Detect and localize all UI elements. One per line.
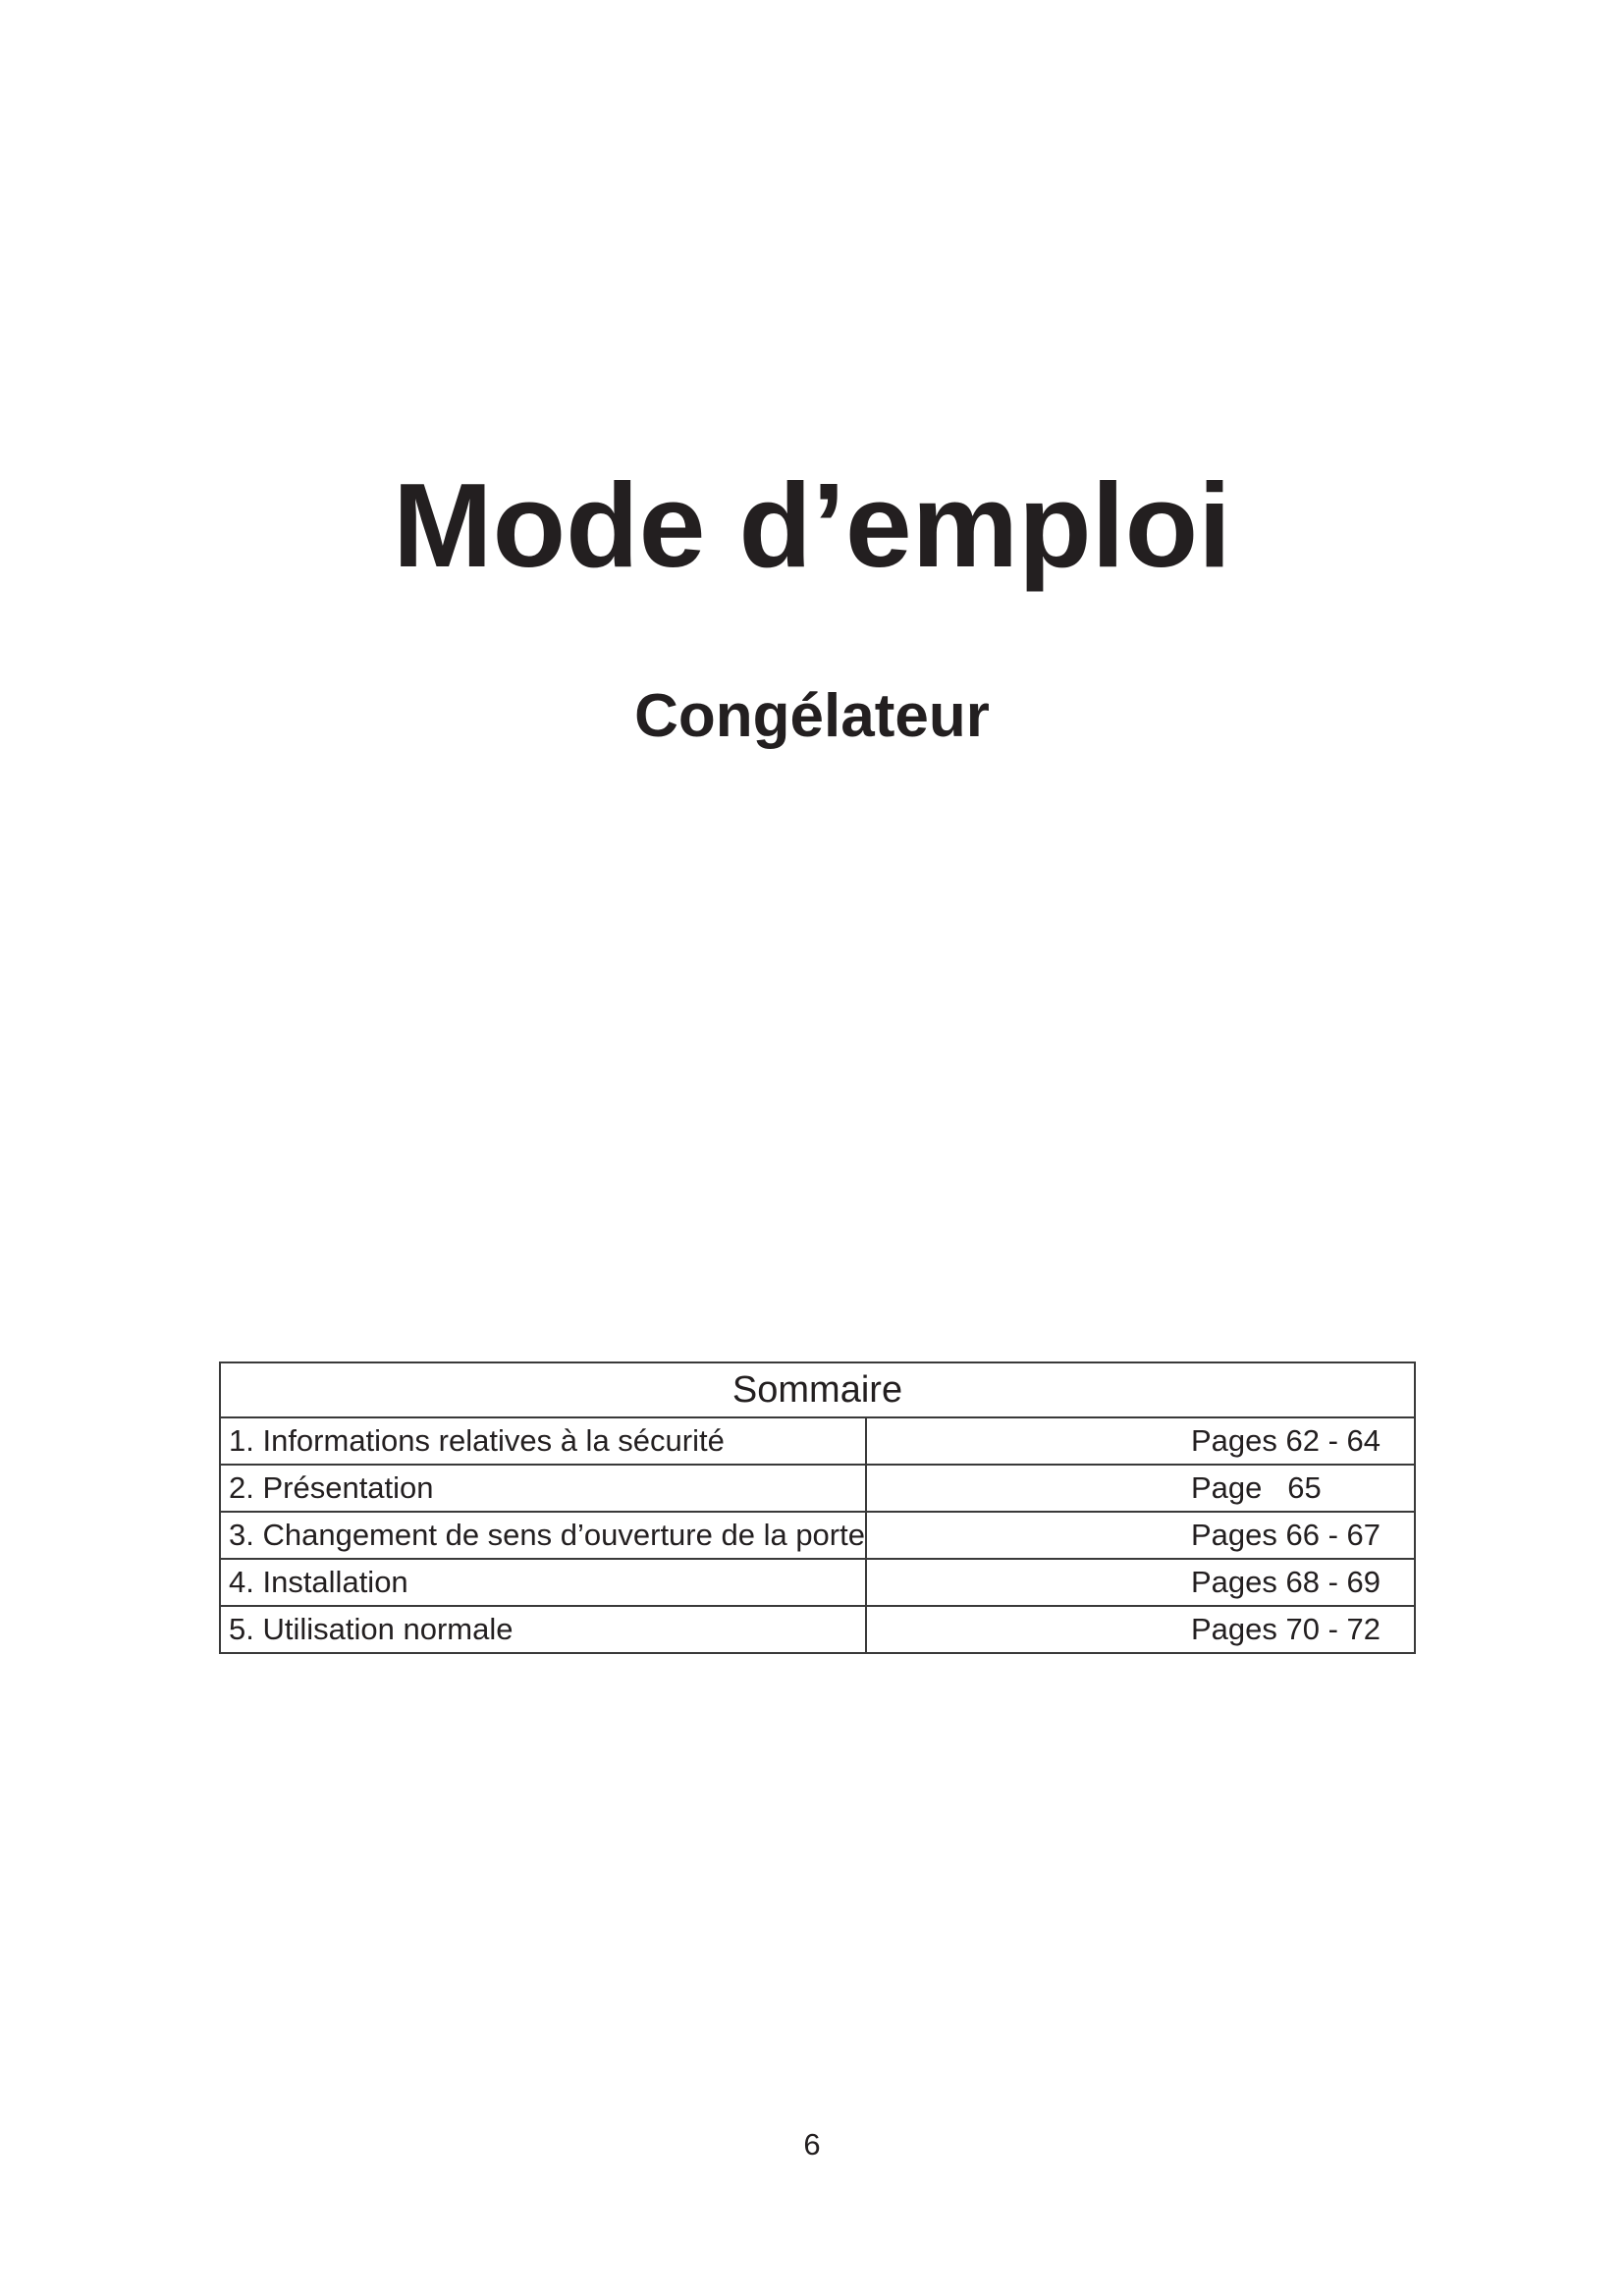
toc-row [220, 1465, 1415, 1512]
toc-page-range: Pages 70 - 72 [866, 1606, 1415, 1653]
toc-section-label: 1. Informations relatives à la sécurité [220, 1417, 866, 1465]
toc-row [220, 1512, 1415, 1559]
toc-section-label: 5. Utilisation normale [220, 1606, 866, 1653]
toc-row [220, 1559, 1415, 1606]
page-subtitle: Congélateur [634, 682, 990, 750]
toc-row [220, 1417, 1415, 1465]
toc-section-label: 2. Présentation [220, 1465, 866, 1512]
toc-page-range: Pages 62 - 64 [866, 1417, 1415, 1465]
toc-page-range: Pages 66 - 67 [866, 1512, 1415, 1559]
table-of-contents [219, 1362, 1416, 1654]
toc-row [220, 1606, 1415, 1653]
toc-page-range: Pages 68 - 69 [866, 1559, 1415, 1606]
toc-heading: Sommaire [220, 1362, 1415, 1417]
toc-section-label: 3. Changement de sens d’ouverture de la porte [220, 1512, 866, 1559]
toc-page-range: Page 65 [866, 1465, 1415, 1512]
page-title: Mode d’emploi [393, 458, 1231, 592]
toc-section-label: 4. Installation [220, 1559, 866, 1606]
page-number: 6 [803, 2127, 821, 2162]
toc-header-row [220, 1362, 1415, 1417]
